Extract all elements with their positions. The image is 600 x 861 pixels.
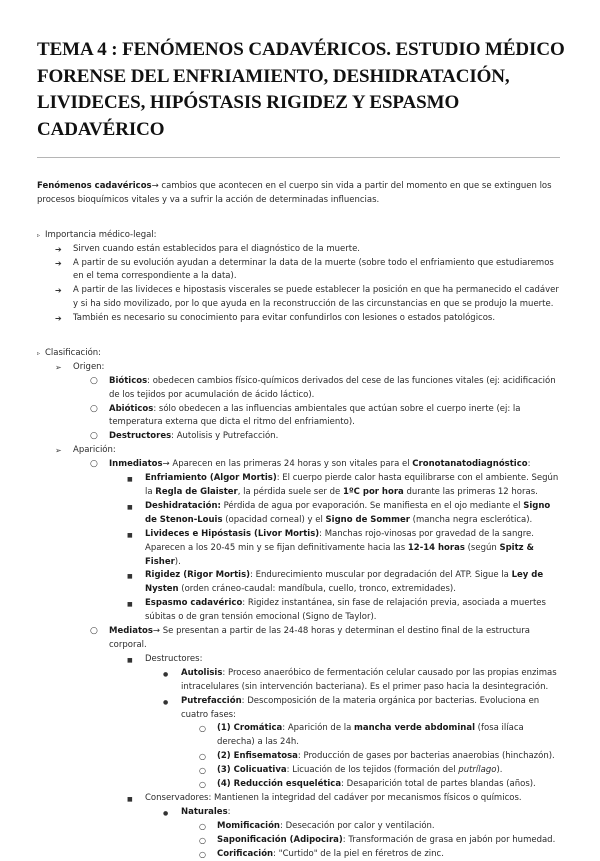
list-item: ■ Deshidratación: Pérdida de agua por evaporación. Se manifiesta en el ojo mediante el Signo de Stenon-Louis (opacidad corneal) y el Signo de Sommer (mancha negra esclerótica). [127, 500, 551, 525]
list-item: ● Naturales: [0, 806, 600, 820]
square-bullet-icon: ■ [127, 531, 133, 539]
document-body [0, 180, 600, 861]
arrow-bullet-icon: ➔ [55, 286, 62, 296]
list-item: ■ Livideces e Hipóstasis (Livor Mortis): Manchas rojo-vinosas por gravedad de la sangre. Aparecen a los 20-45 min y se fijan definitivamente hacia las 12-14 horas (según Spitz & Fisher). [127, 528, 534, 567]
circle-bullet-icon: ○ [199, 821, 206, 831]
circle-bullet-icon: ○ [199, 849, 206, 859]
circle-bullet-icon: ○ [90, 403, 98, 414]
square-bullet-icon: ■ [127, 503, 133, 511]
list-item: ■ Conservadores: Mantienen la integridad del cadáver por mecanismos físicos o químicos. [0, 792, 600, 806]
triangle-bullet-icon: ▹ [37, 349, 41, 357]
aparicion-heading: ➢ Aparición: [0, 444, 600, 458]
circle-bullet-icon: ○ [90, 626, 98, 637]
arrowhead-bullet-icon: ➢ [55, 362, 62, 372]
circle-bullet-icon: ○ [199, 752, 206, 762]
square-bullet-icon: ■ [127, 476, 133, 484]
title-divider [37, 157, 560, 158]
intro-paragraph [37, 180, 559, 208]
arrow-bullet-icon: ➔ [55, 314, 62, 324]
arrow-bullet-icon: ➔ [55, 258, 62, 268]
intro-text: cambios que acontecen en el cuerpo sin vida a partir del momento en que se extinguen los procesos bioquímicos vitales y va a sufrir la acción de determinadas influencias. [37, 181, 552, 205]
circle-bullet-icon: ○ [199, 766, 206, 776]
list-item: ○ Bióticos: obedecen cambios físico-químicos derivados del cese de las funciones vitales (ej: acidificación de los tejidos por acumulación de ácido láctico). [90, 375, 556, 400]
list-item: ○ Destructores: Autolisis y Putrefacción. [0, 430, 600, 444]
square-bullet-icon: ■ [127, 795, 133, 803]
origen-heading: ➢ Origen: [0, 361, 600, 375]
circle-bullet-icon: ○ [90, 459, 98, 470]
importancia-heading [0, 229, 600, 243]
list-item: ○ Saponificación (Adipocira): Transformación de grasa en jabón por humedad. [0, 834, 600, 848]
square-bullet-icon: ■ [127, 601, 133, 609]
intro-term: Fenómenos cadavéricos [37, 181, 152, 191]
arrow-bullet-icon: ➔ [55, 244, 62, 254]
circle-bullet-icon: ○ [199, 835, 206, 845]
list-item: ○ (1) Cromática: Aparición de la mancha verde abdominal (fosa ilíaca derecha) a las 24h. [199, 723, 524, 748]
list-item: ➔ Sirven cuando están establecidos para el diagnóstico de la muerte. [0, 243, 600, 257]
circle-bullet-icon: ○ [90, 375, 98, 386]
list-item: ■ Destructores: [0, 653, 600, 667]
clasificacion-heading [0, 347, 600, 361]
list-item: ○ (3) Colicuativa: Licuación de los tejidos (formación del putrílago). [0, 764, 600, 778]
list-item: ● Autolisis: Proceso anaeróbico de fermentación celular causado por las propias enzimas intracelulares (sin intervención bacteriana). Es el primer paso hacia la desintegración. [163, 667, 557, 692]
list-item: ○ Corificación: "Curtido" de la piel en féretros de zinc. [0, 848, 600, 861]
circle-bullet-icon: ○ [199, 780, 206, 790]
arrow-icon: → [151, 181, 159, 191]
circle-bullet-icon: ○ [90, 431, 98, 442]
list-item: ○ Mediatos→ Se presentan a partir de las 24-48 horas y determinan el destino final de la estructura corporal. [90, 626, 530, 650]
square-bullet-icon: ■ [127, 656, 133, 664]
list-item: ○ Inmediatos→ Aparecen en las primeras 24 horas y son vitales para el Cronotanatodiagnóstico: [0, 458, 600, 472]
list-item: ➔ También es necesario su conocimiento para evitar confundirlos con lesiones o estados patológicos. [0, 312, 600, 326]
dot-bullet-icon: ● [163, 698, 169, 706]
list-item: ○ Momificación: Desecación por calor y ventilación. [0, 820, 600, 834]
list-item: ● Putrefacción: Descomposición de la materia orgánica por bacterias. Evoluciona en cuatro fases: [163, 695, 540, 720]
arrow-icon: → [162, 459, 170, 470]
list-item: ■ Enfriamiento (Algor Mortis): El cuerpo pierde calor hasta equilibrarse con el ambiente. Según la Regla de Glaister, la pérdida suele ser de 1ºC por hora durante las primeras 12 horas. [127, 473, 559, 497]
importancia-label: Importancia médico-legal: [45, 229, 157, 240]
list-item: ■ Espasmo cadavérico: Rigidez instantánea, sin fase de relajación previa, asociada a muertes súbitas o de gran tensión emocional (Signo de Taylor). [127, 598, 546, 623]
dot-bullet-icon: ● [163, 809, 169, 817]
list-item: ○ Abióticos: sólo obedecen a las influencias ambientales que actúan sobre el cuerpo inerte (ej: la temperatura externa que dicta el ritmo del enfriamiento). [90, 403, 521, 428]
list-item: ➔ A partir de su evolución ayudan a determinar la data de la muerte (sobre todo el enfriamiento que estudiaremos en el tema correspondiente a la data). [55, 257, 554, 282]
list-item: ■ Rigidez (Rigor Mortis): Endurecimiento muscular por degradación del ATP. Sigue la Ley de Nysten (orden cráneo-caudal: mandíbula, cuello, tronco, extremidades). [127, 570, 544, 595]
list-item: ○ (4) Reducción esquelética: Desaparición total de partes blandas (años). [0, 778, 600, 792]
arrow-icon: → [152, 626, 161, 637]
clasificacion-label: Clasificación: [45, 347, 102, 358]
circle-bullet-icon: ○ [199, 724, 206, 734]
square-bullet-icon: ■ [127, 573, 133, 581]
arrowhead-bullet-icon: ➢ [55, 446, 62, 456]
page-title: TEMA 4 : FENÓMENOS CADAVÉRICOS. ESTUDIO MÉDICO FORENSE DEL ENFRIAMIENTO, DESHIDRATACIÓN, LIVIDECES, HIPÓSTASIS RIGIDEZ Y ESPASMO CADAVÉRICO [37, 39, 565, 140]
triangle-bullet-icon: ▹ [37, 231, 41, 239]
dot-bullet-icon: ● [163, 670, 169, 678]
list-item: ○ (2) Enfisematosa: Producción de gases por bacterias anaerobias (hinchazón). [0, 750, 600, 764]
list-item: ➔ A partir de las livideces e hipostasis viscerales se puede establecer la posición en que ha permanecido el cadáver y si ha sido movilizado, por lo que ayuda en la reconstrucción de las circunstancias en que se produjo la muerte. [55, 285, 559, 310]
